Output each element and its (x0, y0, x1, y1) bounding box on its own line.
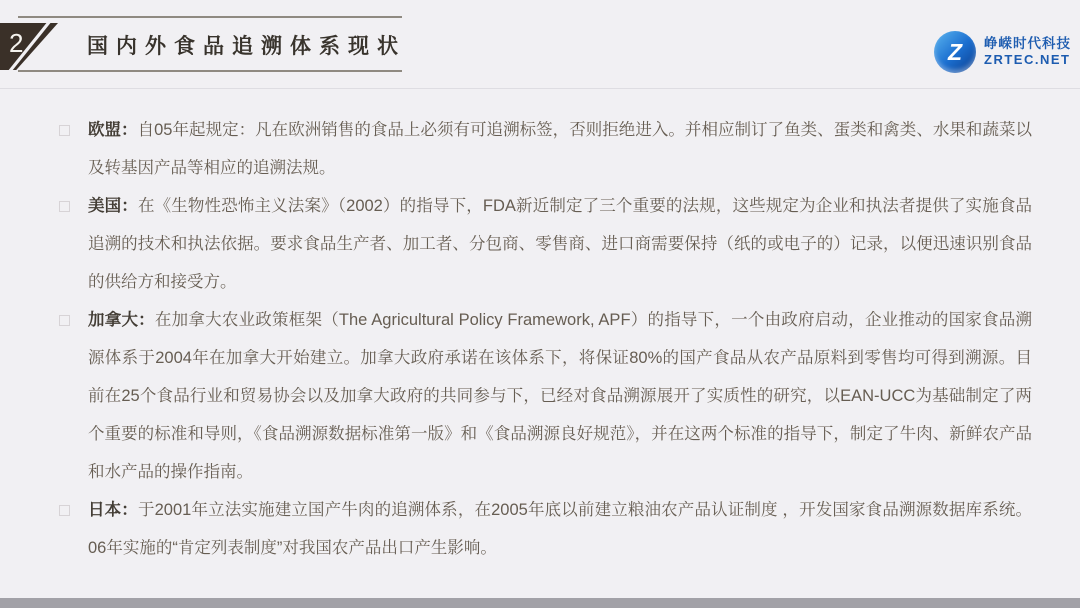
square-bullet-icon (59, 201, 70, 212)
bottom-bar (0, 598, 1080, 608)
slide-title: 国内外食品追溯体系现状 (87, 35, 406, 58)
company-logo (934, 31, 1071, 73)
bullet-text: 自05年起规定：凡在欧洲销售的食品上必须有可追溯标签，否则拒绝进入。并相应制订了鱼类、蛋类和禽类、水果和蔬菜以及转基因产品等相应的追溯法规。 (88, 121, 1032, 177)
square-bullet-icon (59, 505, 70, 516)
logo-domain: ZRTEC.NET (984, 52, 1071, 68)
square-bullet-icon (59, 125, 70, 136)
z-logo-icon: Z (934, 31, 976, 73)
bullet-item-japan (88, 491, 1032, 567)
title-rule-top (18, 16, 402, 18)
page-number-badge (0, 23, 58, 70)
bullet-label: 加拿大： (88, 311, 155, 329)
header-divider (0, 88, 1080, 89)
logo-company-name: 峥嵘时代科技 (984, 35, 1071, 51)
bullet-label: 欧盟： (88, 121, 138, 139)
bullet-text: 在《生物性恐怖主义法案》（2002）的指导下，FDA新近制定了三个重要的法规，这些规定为企业和执法者提供了实施食品追溯的技术和执法依据。要求食品生产者、加工者、分包商、零售商、进口商需要保持（纸的或电子的）记录，以便迅速识别食品的供给方和接受方。 (88, 197, 1032, 291)
bullet-item-canada (88, 301, 1032, 491)
square-bullet-icon (59, 315, 70, 326)
bullet-item-usa (88, 187, 1032, 301)
bullet-label: 日本： (88, 501, 138, 519)
title-rule-bottom (18, 70, 402, 72)
page-number: 2 (9, 28, 24, 58)
logo-text-block (984, 36, 1071, 68)
bullet-label: 美国： (88, 197, 138, 215)
bullet-text: 在加拿大农业政策框架（The Agricultural Policy Framework, APF）的指导下，一个由政府启动，企业推动的国家食品溯源体系于2004年在加拿大开始建立。加拿大政府承诺在该体系下，将保证80%的国产食品从农产品原料到零售均可得到溯源。目前在25个食品行业和贸易协会以及加拿大政府的共同参与下，已经对食品溯源展开了实质性的研究，以EAN-UCC为基础制定了两个重要的标准和导则，《食品溯源数据标准第一版》和《食品溯源良好规范》，并在这两个标准的指导下，制定了牛肉、新鲜农产品和水产品的操作指南。 (88, 311, 1032, 481)
bullet-list (0, 111, 1080, 567)
bullet-item-eu (88, 111, 1032, 187)
bullet-text: 于2001年立法实施建立国产牛肉的追溯体系，在2005年底以前建立粮油农产品认证制度 ，开发国家食品溯源数据库系统。06年实施的“肯定列表制度”对我国农产品出口产生影响。 (88, 501, 1033, 557)
